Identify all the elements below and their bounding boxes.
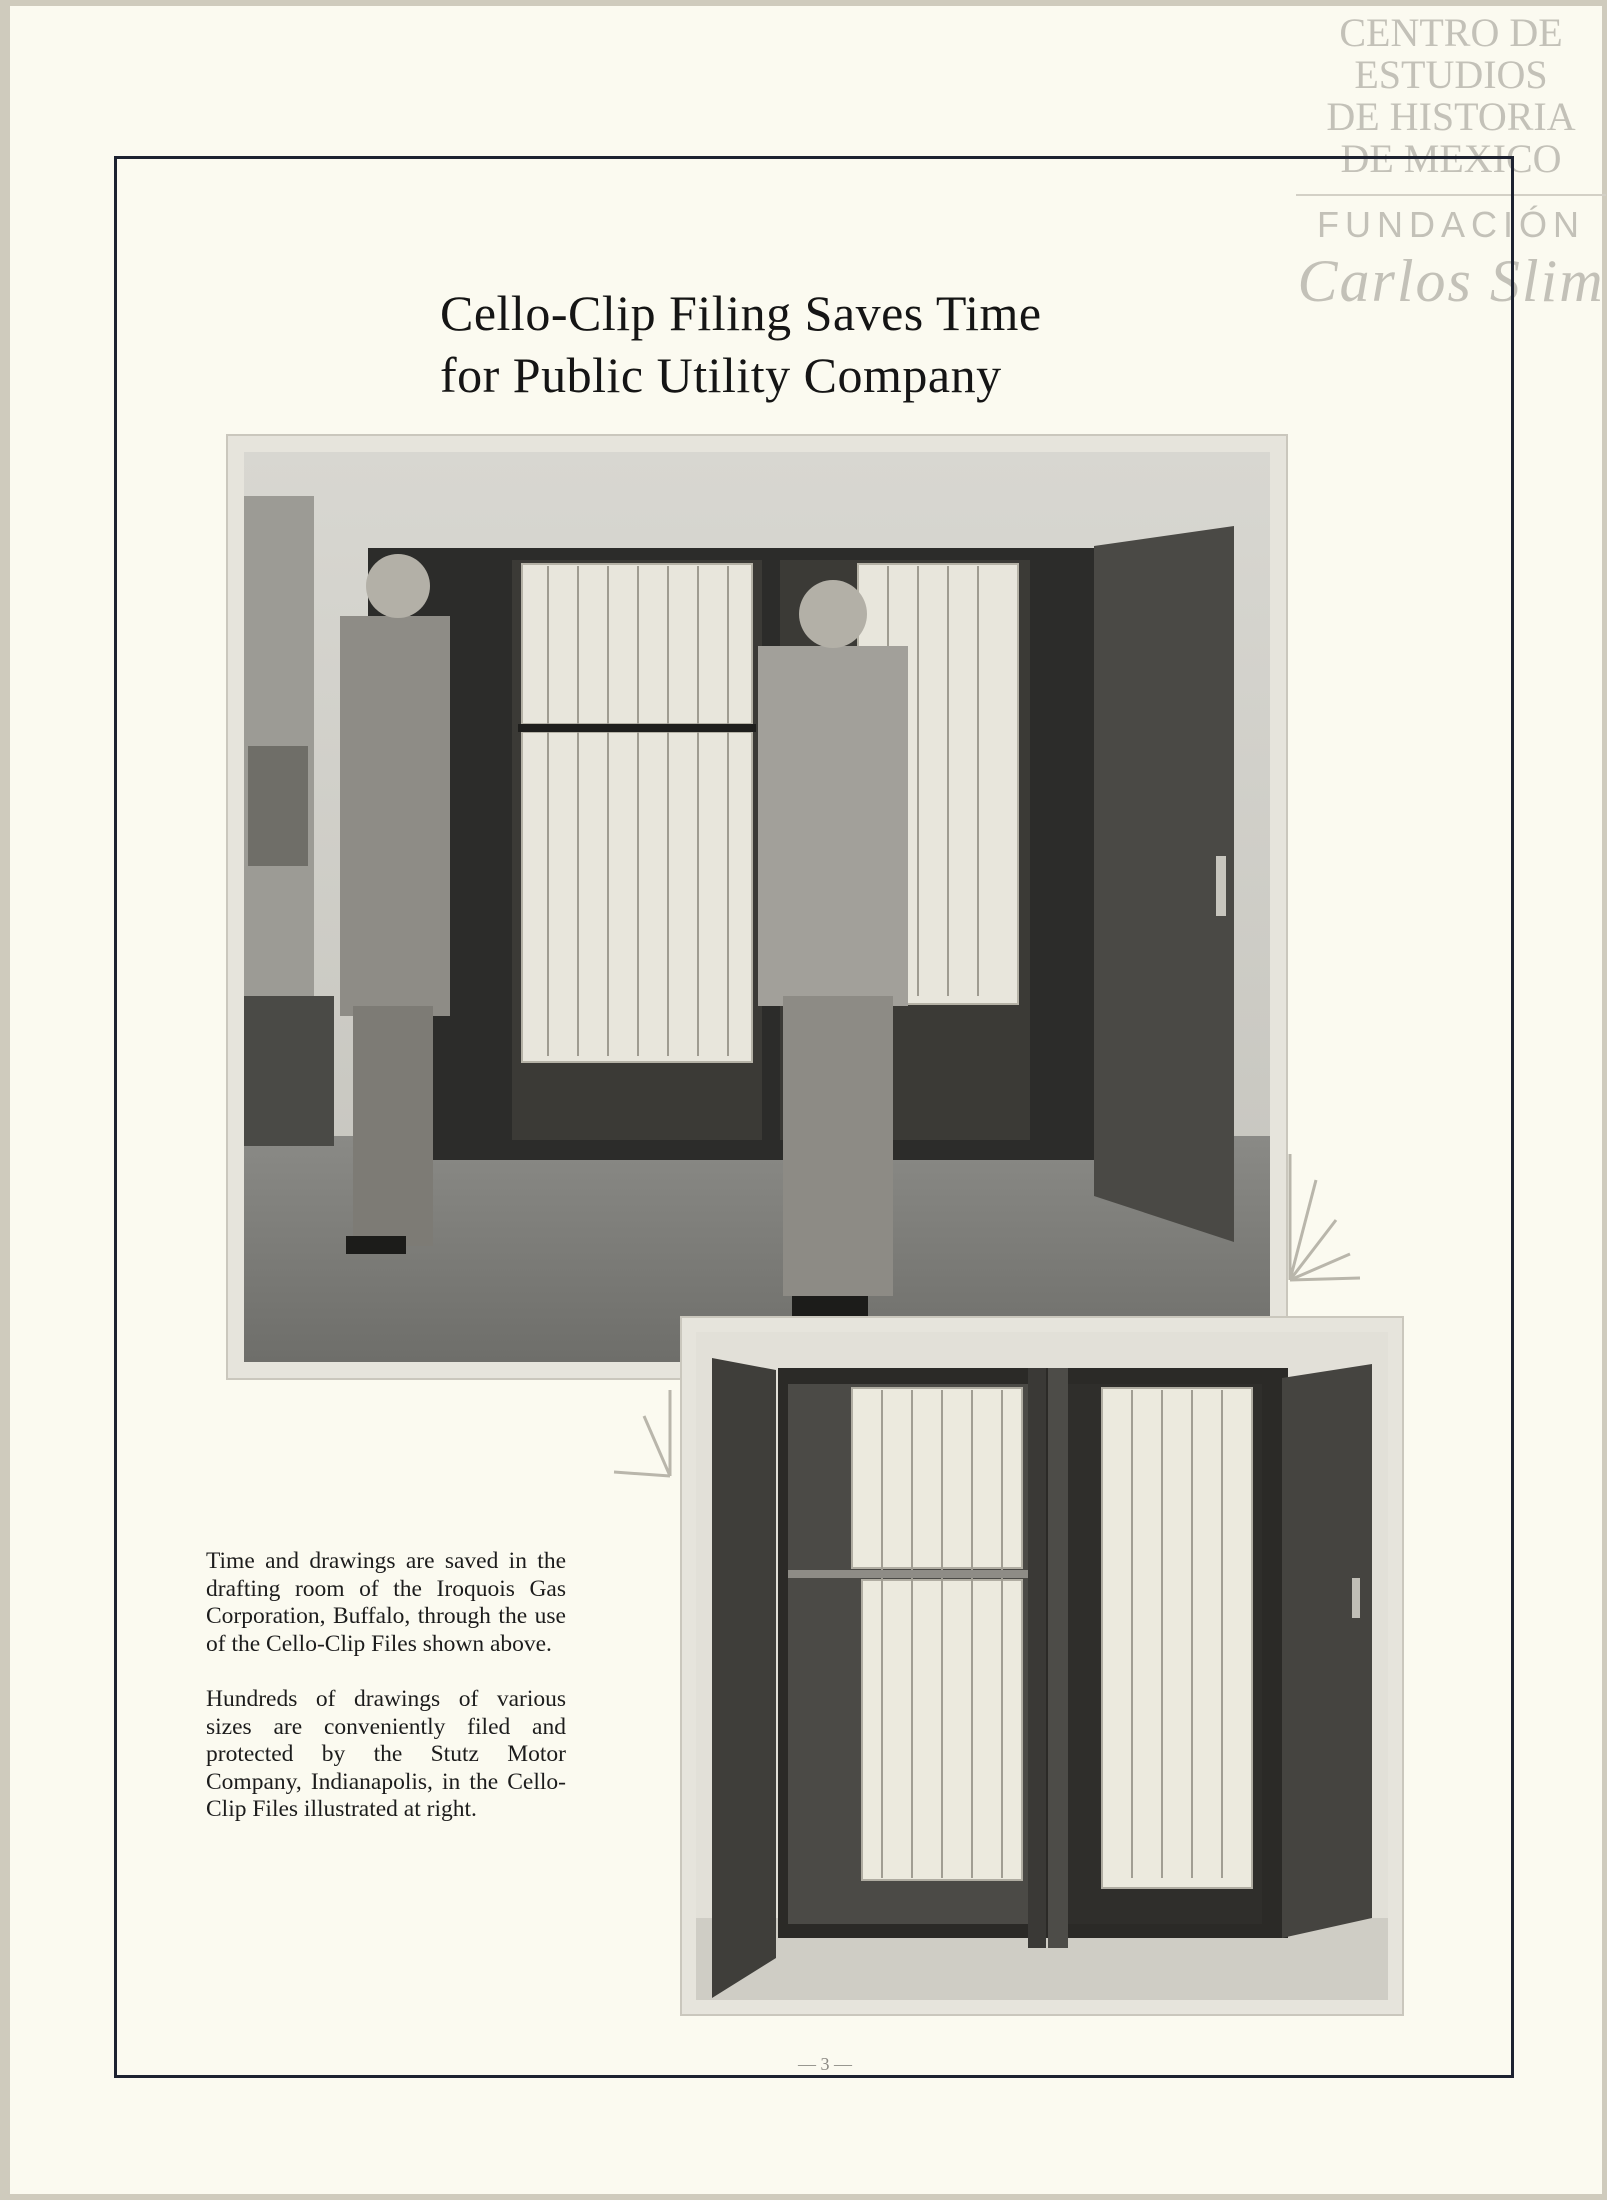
watermark-foundation: FUNDACIÓN [1317, 204, 1585, 245]
office-filing-photo [228, 436, 1286, 1378]
page-title [440, 282, 1200, 406]
fan-ornament-small-icon [604, 1386, 674, 1482]
cabinet-interior-photo [682, 1318, 1402, 2014]
page-number: — 3 — [798, 2054, 852, 2074]
caption-paragraph: Hundreds of drawings of various sizes are conveniently filed and protected by the Stutz Motor Company, Indianapolis, in the Cello-Clip Files illustrated at right. [206, 1686, 566, 1822]
watermark-signature: Carlos Slim [1297, 248, 1605, 314]
caption-text [206, 1548, 566, 1852]
bottom-photograph [680, 1316, 1404, 2016]
watermark-line: DE HISTORIA [1326, 94, 1576, 139]
top-photograph [226, 434, 1288, 1380]
title-line: for Public Utility Company [440, 347, 1002, 403]
title-line: Cello-Clip Filing Saves Time [440, 285, 1042, 341]
watermark-line: DE MEXICO [1340, 136, 1562, 181]
watermark-line: ESTUDIOS [1354, 52, 1548, 97]
fan-ornament-icon [1286, 1150, 1366, 1286]
watermark-line: CENTRO DE [1339, 10, 1563, 55]
caption-paragraph: Time and drawings are saved in the drafting room of the Iroquois Gas Corporation, Buffalo, through the use of the Cello-Clip Files shown above. [206, 1548, 566, 1657]
page-sheet [10, 6, 1605, 2194]
